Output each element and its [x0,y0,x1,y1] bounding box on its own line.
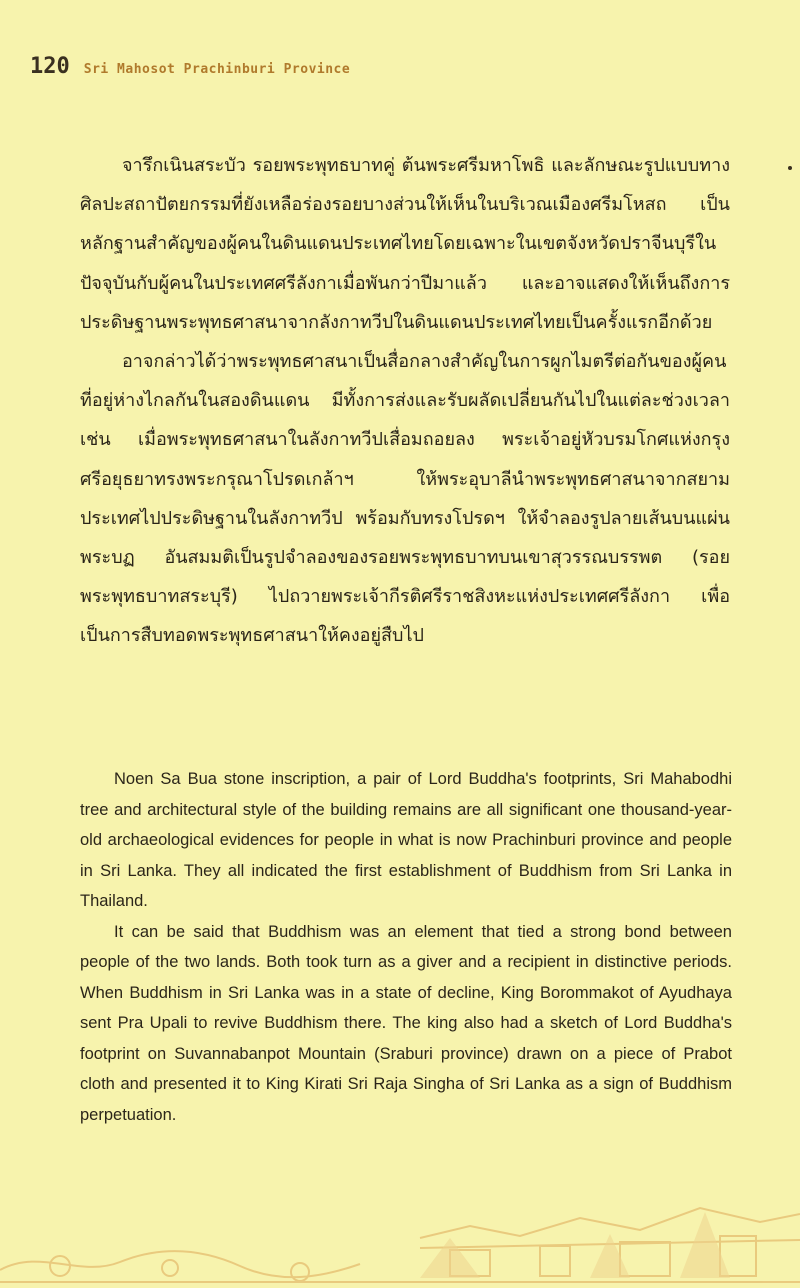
page-number: 120 [30,54,70,79]
thai-paragraph: อาจกล่าวได้ว่าพระพุทธศาสนาเป็นสื่อกลางสำคัญในการผูกไมตรีต่อกันของผู้คนที่อยู่ห่างไกลกันในสองดินแดน มีทั้งการส่งและรับผลัดเปลี่ยนกันไปในแต่ละช่วงเวลา เช่น เมื่อพระพุทธศาสนาในลังกาทวีปเสื่อมถอยลง พระเจ้าอยู่หัวบรมโกศแห่งกรุงศรีอยุธยาทรงพระกรุณาโปรดเกล้าฯ ให้พระอุบาลีนำพระพุทธศาสนาจากสยามประเทศไปประดิษฐานในลังกาทวีป พร้อมกับทรงโปรดฯ ให้จำลองรูปลายเส้นบนแผ่นพระบฏ อันสมมติเป็นรูปจำลองของรอยพระพุทธบาทบนเขาสุวรรณบรรพต (รอยพระพุทธบาทสระบุรี) ไปถวายพระเจ้ากีรติศรีราชสิงหะแห่งประเทศศรีลังกา เพื่อเป็นการสืบทอดพระพุทธศาสนาให้คงอยู่สืบไป [80,351,730,647]
running-title: Sri Mahosot Prachinburi Province [83,62,351,77]
english-paragraph: It can be said that Buddhism was an element that tied a strong bond between people of the two lands. Both took turn as a giver and a recipient in distinctive periods. When Buddhism in Sri Lanka was in a state of decline, King Borommakot of Ayudhaya sent Pra Upali to revive Buddhism there. The king also had a sketch of Lord Buddha's footprint on Suvannabanpot Mountain (Sraburi province) drawn on a piece of Prabot cloth and presented it to King Kirati Sri Raja Singha of Sri Lanka as a sign of Buddhism perpetuation. [80,922,732,1124]
thai-paragraph: จารึกเนินสระบัว รอยพระพุทธบาทคู่ ต้นพระศรีมหาโพธิ และลักษณะรูปแบบทางศิลปะสถาปัตยกรรมที่ยังเหลือร่องรอยบางส่วนให้เห็นในบริเวณเมืองศรีมโหสถ เป็นหลักฐานสำคัญของผู้คนในดินแดนประเทศไทยโดยเฉพาะในเขตจังหวัดปราจีนบุรีในปัจจุบันกับผู้คนในประเทศศรีลังกาเมื่อพันกว่าปีมาแล้ว และอาจแสดงให้เห็นถึงการประดิษฐานพระพุทธศาสนาจากลังกาทวีปในดินแดนประเทศไทยเป็นครั้งแรกอีกด้วย [80,155,730,333]
english-text-block [80,764,732,1130]
thai-text-block [80,146,730,656]
english-paragraph: Noen Sa Bua stone inscription, a pair of Lord Buddha's footprints, Sri Mahabodhi tree and architectural style of the building remains are all significant one thousand-year-old archaeological evidences for people in what is now Prachinburi province and people in Sri Lanka. They all indicated the first establishment of Buddhism from Sri Lanka in Thailand. [80,770,732,910]
footer-ornament [0,1178,800,1288]
page-header [30,54,350,90]
side-dot [788,166,792,170]
